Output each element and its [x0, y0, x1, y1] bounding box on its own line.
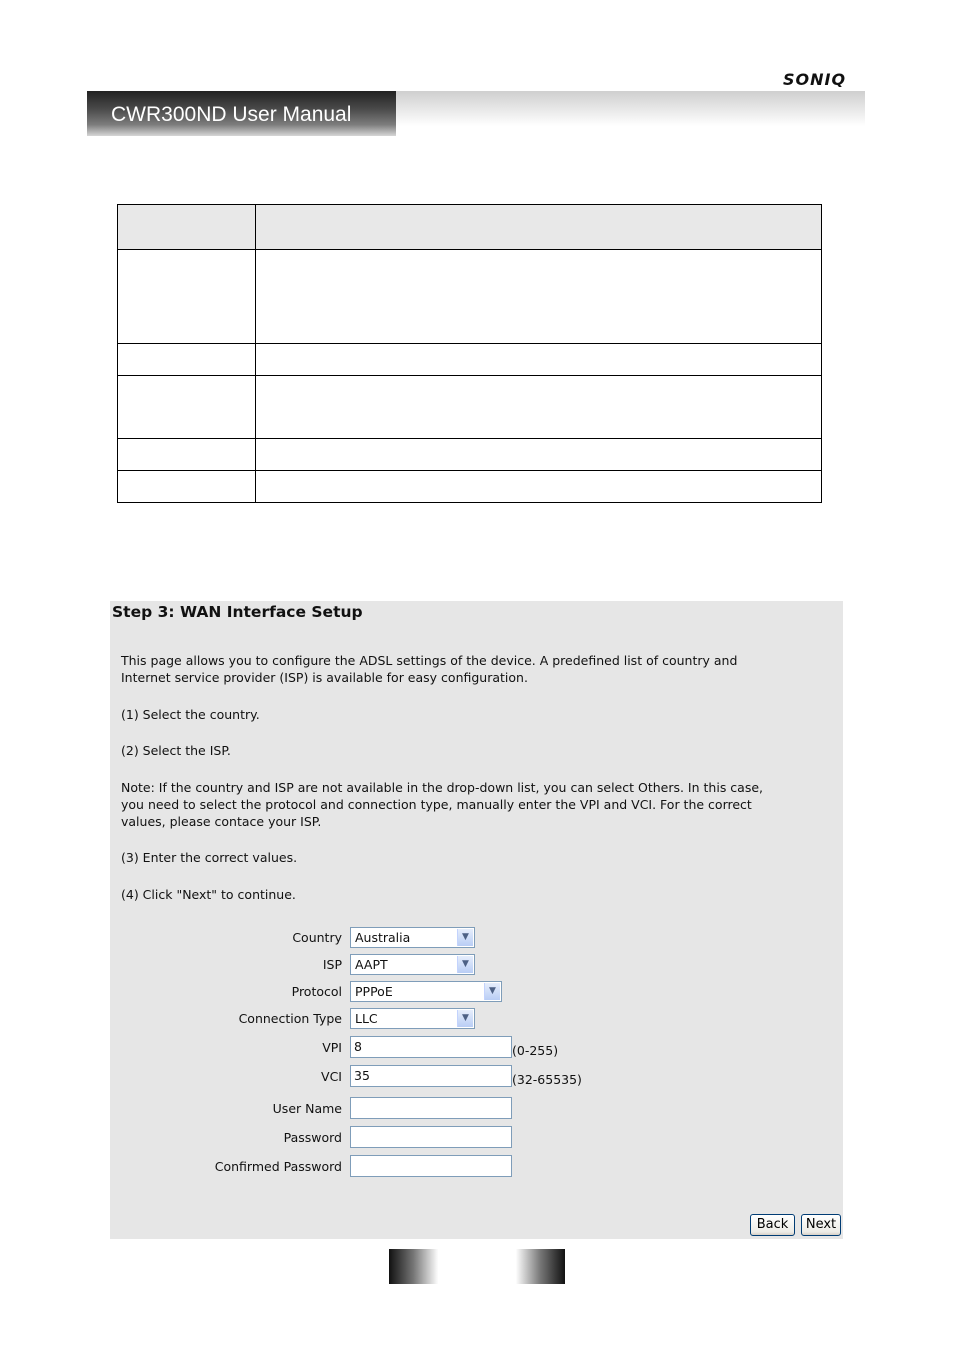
- protocol-label: Protocol: [291, 984, 342, 999]
- vpi-range-hint: (0-255): [512, 1043, 559, 1058]
- step-2-text: (2) Select the ISP.: [121, 743, 231, 758]
- table-row: [118, 471, 822, 503]
- table-row: [118, 376, 822, 439]
- vpi-input[interactable]: 8: [350, 1036, 512, 1058]
- table-row: [118, 439, 822, 471]
- back-button[interactable]: Back: [750, 1214, 795, 1236]
- chevron-down-icon: ▼: [484, 983, 500, 1000]
- wan-setup-panel: [110, 601, 843, 1239]
- vci-range-hint: (32-65535): [512, 1072, 582, 1087]
- connection-type-select[interactable]: [350, 1008, 475, 1029]
- chevron-down-icon: ▼: [457, 929, 473, 946]
- country-label: Country: [292, 930, 342, 945]
- password-input[interactable]: [350, 1126, 512, 1148]
- connection-type-label: Connection Type: [238, 1011, 342, 1026]
- country-value: Australia: [355, 930, 411, 945]
- confirmed-password-input[interactable]: [350, 1155, 512, 1177]
- step-3-text: (3) Enter the correct values.: [121, 850, 298, 865]
- next-button[interactable]: Next: [801, 1214, 841, 1236]
- connection-type-value: LLC: [355, 1011, 378, 1026]
- spec-table: [117, 204, 822, 503]
- protocol-value: PPPoE: [355, 984, 393, 999]
- user-name-input[interactable]: [350, 1097, 512, 1119]
- isp-value: AAPT: [355, 957, 388, 972]
- table-header-row: [118, 205, 822, 250]
- isp-label: ISP: [322, 957, 342, 972]
- step-1-text: (1) Select the country.: [121, 707, 260, 722]
- note-text: Note: If the country and ISP are not available in the drop-down list, you can select Others. In this case, you need to select the protocol and connection type, manually enter the VPI and VCI. For the correct values, please contace your ISP.: [121, 780, 764, 829]
- brand-logo: SONIQ: [783, 70, 847, 89]
- vci-input[interactable]: 35: [350, 1065, 512, 1087]
- panel-title: Step 3: WAN Interface Setup: [112, 603, 363, 621]
- country-select[interactable]: [350, 927, 475, 948]
- vci-label: VCI: [321, 1069, 342, 1084]
- manual-title: CWR300ND User Manual: [87, 91, 396, 136]
- table-row: [118, 250, 822, 344]
- confirmed-password-label: Confirmed Password: [214, 1159, 342, 1174]
- footer-decoration: [389, 1249, 565, 1284]
- password-label: Password: [283, 1130, 342, 1145]
- intro-text: This page allows you to configure the ADSL settings of the device. A predefined list of country and Internet service provider (ISP) is available for easy configuration.: [121, 653, 738, 685]
- table-row: [118, 344, 822, 376]
- user-name-label: User Name: [272, 1101, 342, 1116]
- protocol-select[interactable]: [350, 981, 502, 1002]
- chevron-down-icon: ▼: [457, 956, 473, 973]
- step-4-text: (4) Click "Next" to continue.: [121, 887, 296, 902]
- isp-select[interactable]: [350, 954, 475, 975]
- chevron-down-icon: ▼: [457, 1010, 473, 1027]
- vpi-label: VPI: [322, 1040, 342, 1055]
